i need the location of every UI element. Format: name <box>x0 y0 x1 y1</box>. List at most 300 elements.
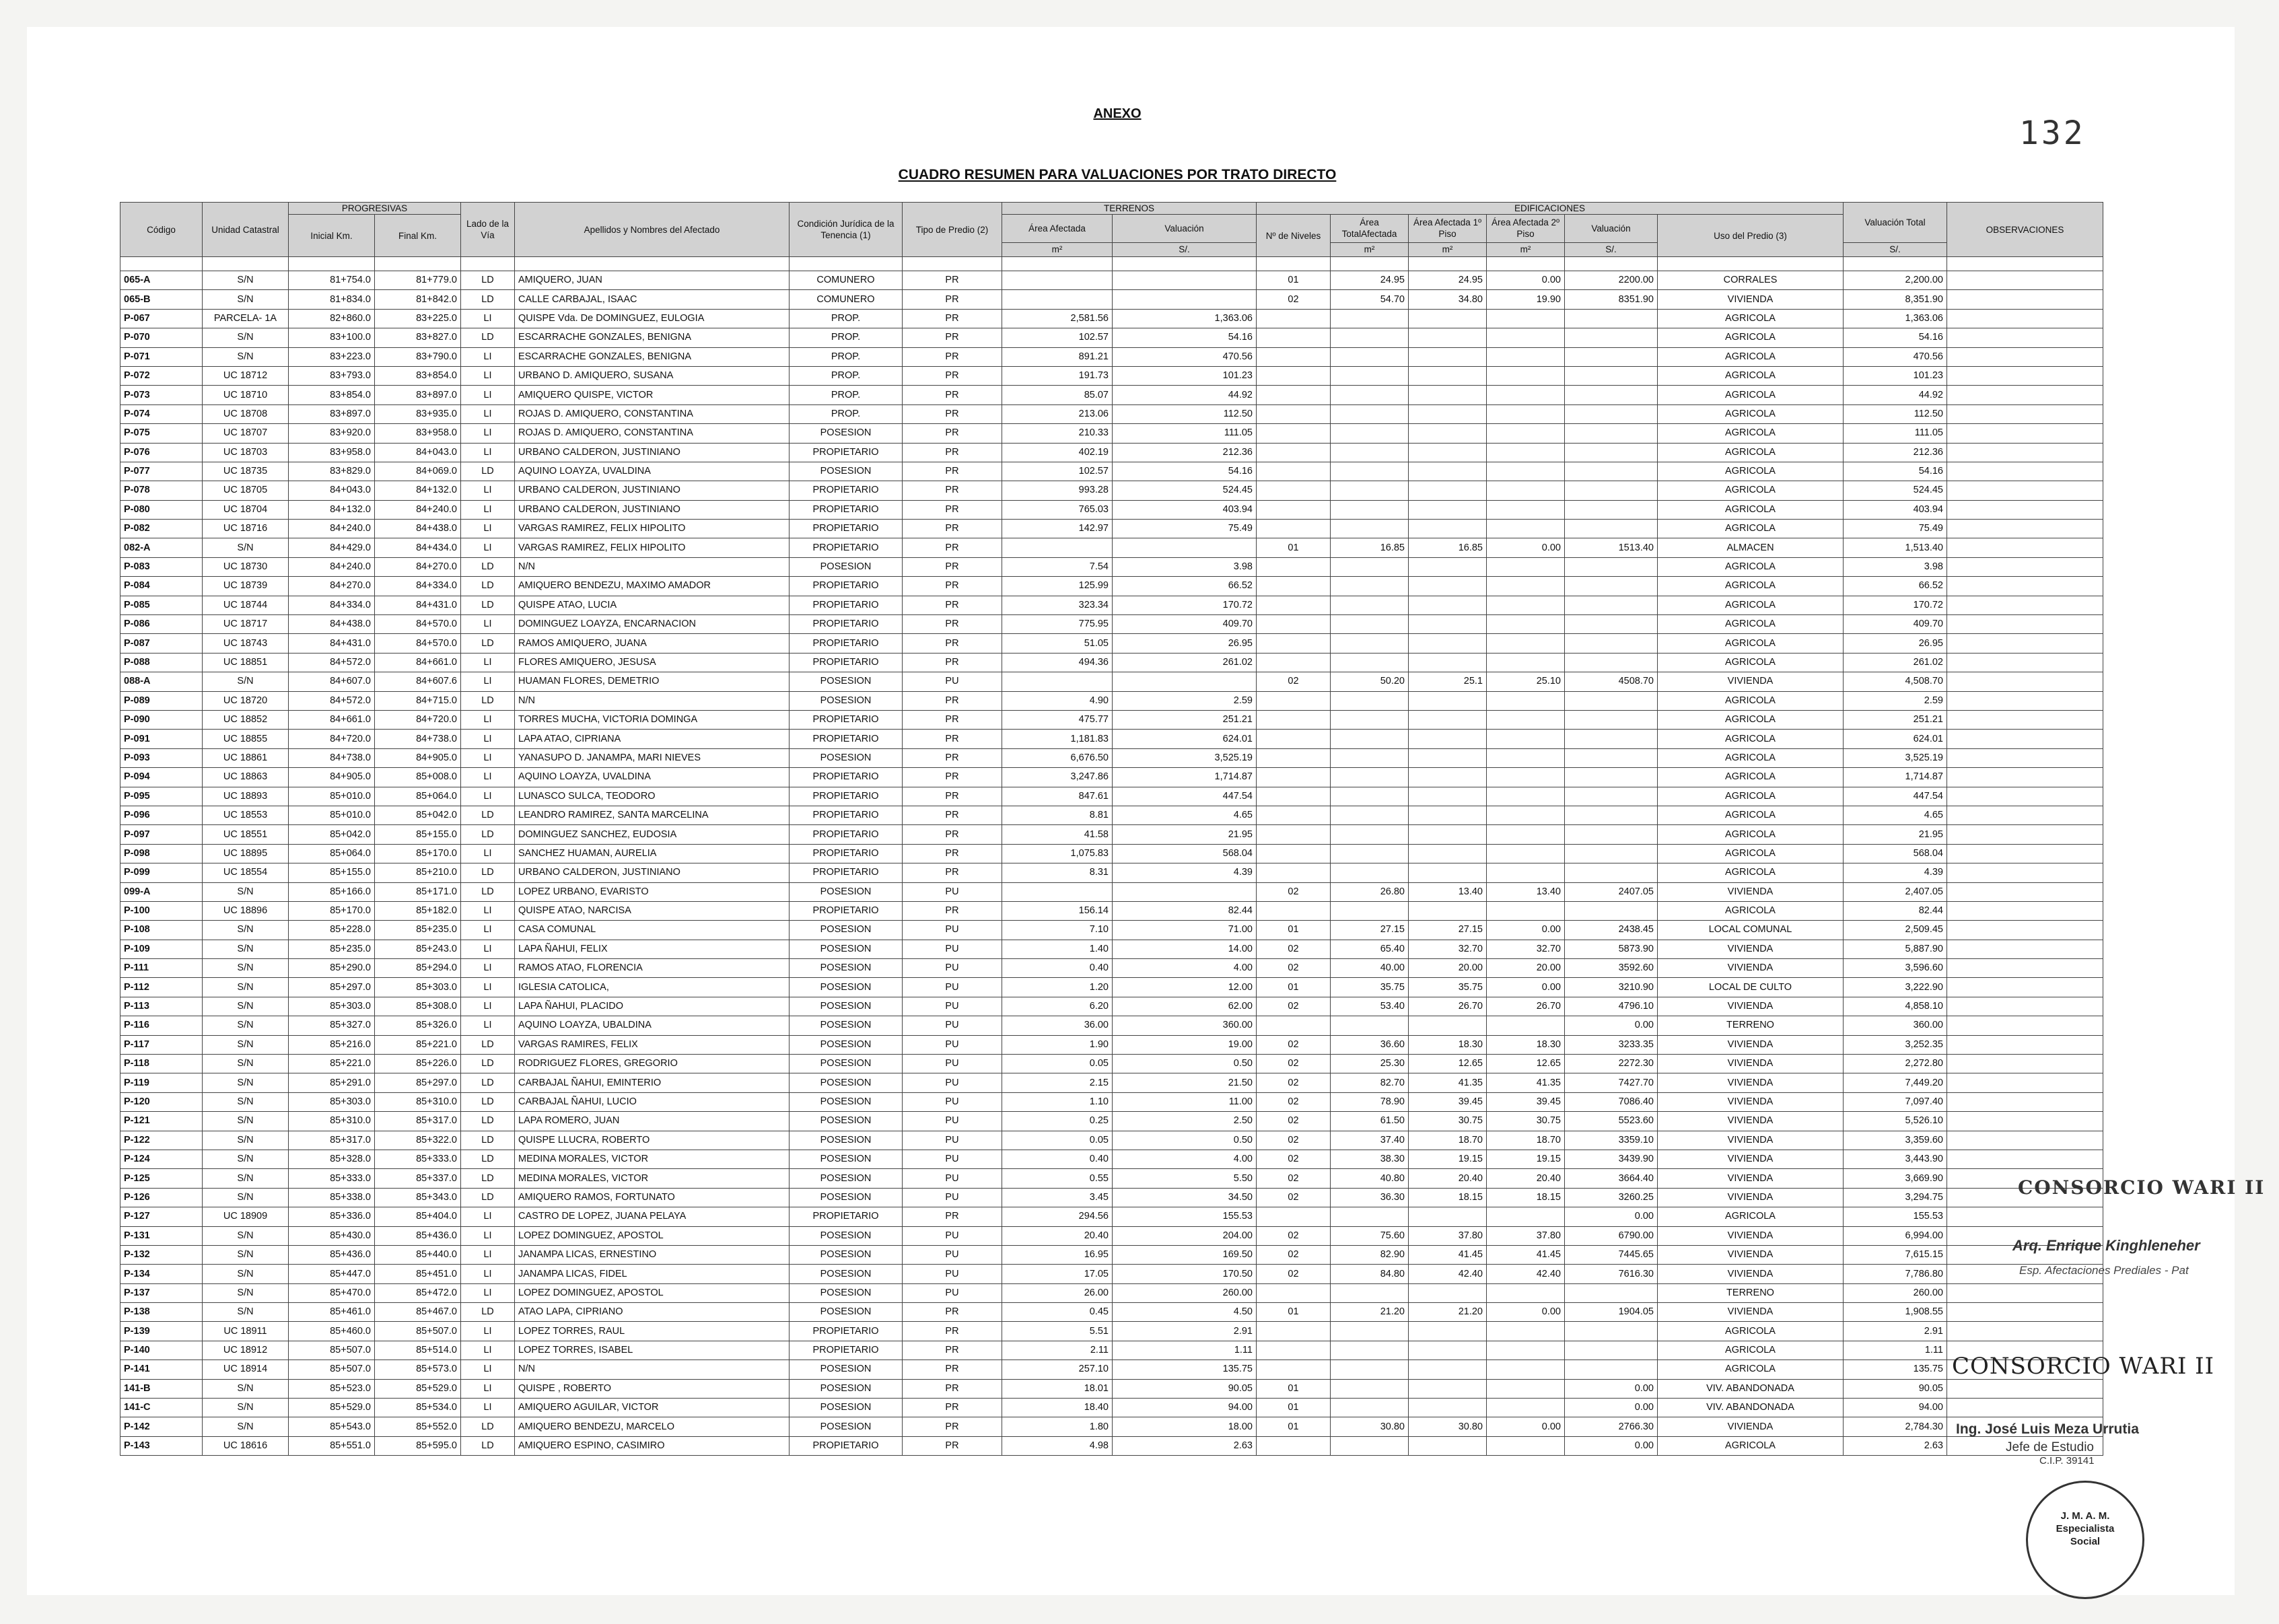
cell-uso: AGRICOLA <box>1658 557 1844 576</box>
cell-tipo: PR <box>903 443 1002 462</box>
cell-afectado: N/N <box>515 691 790 710</box>
cell-area-total <box>1331 557 1409 576</box>
cell-niveles <box>1257 462 1331 481</box>
cell-area-terreno: 1,075.83 <box>1002 844 1113 863</box>
cell-area-total: 50.20 <box>1331 672 1409 691</box>
table-row <box>120 768 2103 787</box>
cell-unidad: UC 18712 <box>203 366 289 385</box>
cell-afectado: AQUINO LOAYZA, UBALDINA <box>515 1016 790 1035</box>
cell-valuacion-total: 111.05 <box>1844 424 1947 443</box>
cell-area-1piso <box>1409 844 1487 863</box>
cell-observaciones <box>1947 653 2103 672</box>
cell-area-2piso: 18.70 <box>1487 1131 1565 1150</box>
cell-area-terreno: 6,676.50 <box>1002 748 1113 767</box>
cell-area-terreno: 18.01 <box>1002 1379 1113 1398</box>
cell-area-2piso <box>1487 404 1565 423</box>
cell-uso: AGRICOLA <box>1658 1436 1844 1455</box>
cell-codigo: P-126 <box>120 1188 203 1207</box>
cell-area-2piso <box>1487 1207 1565 1226</box>
cell-tipo: PR <box>903 1417 1002 1436</box>
cell-observaciones <box>1947 1322 2103 1341</box>
col-codigo: Código <box>120 203 203 257</box>
cell-uso: VIVIENDA <box>1658 1150 1844 1168</box>
cell-lado: LI <box>461 710 515 729</box>
cell-afectado: CARBAJAL ÑAHUI, LUCIO <box>515 1092 790 1111</box>
cell-valuacion-edif <box>1565 901 1658 920</box>
cell-tipo: PR <box>903 1436 1002 1455</box>
cell-inicial: 85+291.0 <box>289 1073 375 1092</box>
cell-observaciones <box>1947 1379 2103 1398</box>
cell-area-terreno: 6.20 <box>1002 997 1113 1016</box>
cell-condicion: POSESION <box>790 1399 903 1417</box>
cell-condicion: PROPIETARIO <box>790 710 903 729</box>
cell-area-2piso <box>1487 634 1565 653</box>
cell-valuacion-edif <box>1565 309 1658 328</box>
col-progresivas: PROGRESIVAS <box>289 203 461 215</box>
cell-observaciones <box>1947 615 2103 634</box>
cell-tipo: PR <box>903 1379 1002 1398</box>
cell-unidad: S/N <box>203 538 289 557</box>
cell-afectado: QUISPE Vda. De DOMINGUEZ, EULOGIA <box>515 309 790 328</box>
table-row <box>120 959 2103 978</box>
cell-codigo: P-142 <box>120 1417 203 1436</box>
cell-inicial: 85+042.0 <box>289 825 375 844</box>
cell-codigo: P-084 <box>120 577 203 596</box>
cell-tipo: PR <box>903 863 1002 882</box>
unit-soles: S/. <box>1113 242 1257 256</box>
cell-area-total <box>1331 806 1409 824</box>
table-row <box>120 863 2103 882</box>
cell-area-terreno: 213.06 <box>1002 404 1113 423</box>
cell-uso: AGRICOLA <box>1658 366 1844 385</box>
cell-afectado: CASA COMUNAL <box>515 921 790 940</box>
cell-tipo: PR <box>903 290 1002 309</box>
cell-valuacion-edif: 1513.40 <box>1565 538 1658 557</box>
cell-valuacion-terreno: 0.50 <box>1113 1055 1257 1073</box>
cell-lado: LI <box>461 443 515 462</box>
cell-area-1piso <box>1409 1322 1487 1341</box>
cell-niveles: 02 <box>1257 1055 1331 1073</box>
cell-area-terreno: 1.40 <box>1002 940 1113 958</box>
cell-valuacion-total: 7,449.20 <box>1844 1073 1947 1092</box>
cell-valuacion-terreno: 170.50 <box>1113 1265 1257 1283</box>
cell-uso: VIVIENDA <box>1658 1265 1844 1283</box>
cell-valuacion-edif: 1904.05 <box>1565 1303 1658 1322</box>
cell-inicial: 85+221.0 <box>289 1055 375 1073</box>
cell-valuacion-edif: 4508.70 <box>1565 672 1658 691</box>
document-title: CUADRO RESUMEN PARA VALUACIONES POR TRATO DIRECTO <box>898 167 1337 182</box>
cell-lado: LD <box>461 1188 515 1207</box>
cell-observaciones <box>1947 1303 2103 1322</box>
cell-niveles <box>1257 520 1331 538</box>
cell-final: 84+661.0 <box>375 653 461 672</box>
cell-lado: LI <box>461 347 515 366</box>
seal-text <box>2049 1510 2121 1548</box>
cell-tipo: PR <box>903 653 1002 672</box>
cell-afectado: QUISPE ATAO, LUCIA <box>515 596 790 614</box>
cell-final: 85+440.0 <box>375 1245 461 1264</box>
cell-valuacion-total: 2,784.30 <box>1844 1417 1947 1436</box>
cell-observaciones <box>1947 825 2103 844</box>
cell-afectado: LAPA ROMERO, JUAN <box>515 1112 790 1131</box>
cell-lado: LI <box>461 615 515 634</box>
cell-tipo: PU <box>903 1226 1002 1245</box>
cell-uso: AGRICOLA <box>1658 691 1844 710</box>
cell-observaciones <box>1947 520 2103 538</box>
cell-area-terreno: 1.80 <box>1002 1417 1113 1436</box>
cell-unidad: S/N <box>203 1150 289 1168</box>
cell-valuacion-total: 8,351.90 <box>1844 290 1947 309</box>
cell-area-1piso <box>1409 825 1487 844</box>
cell-area-2piso <box>1487 653 1565 672</box>
cell-codigo: P-077 <box>120 462 203 481</box>
cell-valuacion-total: 66.52 <box>1844 577 1947 596</box>
cell-condicion: POSESION <box>790 672 903 691</box>
cell-tipo: PU <box>903 1169 1002 1188</box>
cell-area-total <box>1331 1360 1409 1379</box>
cell-valuacion-total: 3,222.90 <box>1844 978 1947 997</box>
cell-tipo: PR <box>903 901 1002 920</box>
cell-condicion: PROPIETARIO <box>790 901 903 920</box>
col-valuacion-total: Valuación Total <box>1844 203 1947 243</box>
cell-uso: AGRICOLA <box>1658 825 1844 844</box>
cell-condicion: POSESION <box>790 997 903 1016</box>
cell-area-terreno: 0.25 <box>1002 1112 1113 1131</box>
cell-area-2piso: 41.45 <box>1487 1245 1565 1264</box>
cell-inicial: 85+216.0 <box>289 1035 375 1054</box>
cell-uso: TERRENO <box>1658 1283 1844 1302</box>
col-valuacion: Valuación <box>1113 215 1257 243</box>
cell-condicion: PROPIETARIO <box>790 825 903 844</box>
cell-unidad: S/N <box>203 997 289 1016</box>
cell-area-2piso <box>1487 596 1565 614</box>
cell-area-1piso <box>1409 863 1487 882</box>
cell-area-2piso <box>1487 577 1565 596</box>
cell-area-total <box>1331 710 1409 729</box>
cell-uso: LOCAL DE CULTO <box>1658 978 1844 997</box>
cell-valuacion-edif <box>1565 520 1658 538</box>
cell-inicial: 85+327.0 <box>289 1016 375 1035</box>
cell-inicial: 85+155.0 <box>289 863 375 882</box>
cell-tipo: PR <box>903 1399 1002 1417</box>
cell-lado: LI <box>461 1399 515 1417</box>
cell-codigo: P-078 <box>120 481 203 500</box>
cell-area-2piso: 37.80 <box>1487 1226 1565 1245</box>
cell-area-terreno <box>1002 672 1113 691</box>
cell-niveles: 02 <box>1257 1073 1331 1092</box>
cell-tipo: PU <box>903 882 1002 901</box>
col-apellidos: Apellidos y Nombres del Afectado <box>515 203 790 257</box>
cell-inicial: 83+897.0 <box>289 404 375 423</box>
cell-lado: LI <box>461 520 515 538</box>
cell-area-1piso <box>1409 366 1487 385</box>
cell-area-terreno: 156.14 <box>1002 901 1113 920</box>
cell-uso: VIVIENDA <box>1658 959 1844 978</box>
cell-unidad: UC 18896 <box>203 901 289 920</box>
cell-area-2piso: 20.00 <box>1487 959 1565 978</box>
cell-uso: AGRICOLA <box>1658 768 1844 787</box>
cell-area-terreno: 125.99 <box>1002 577 1113 596</box>
cell-area-total <box>1331 768 1409 787</box>
cell-condicion: PROPIETARIO <box>790 538 903 557</box>
cell-lado: LI <box>461 481 515 500</box>
cell-codigo: P-121 <box>120 1112 203 1131</box>
cell-valuacion-terreno: 1.11 <box>1113 1341 1257 1360</box>
cell-area-2piso <box>1487 844 1565 863</box>
cell-condicion: POSESION <box>790 1226 903 1245</box>
cell-lado: LI <box>461 1207 515 1226</box>
cell-area-1piso <box>1409 481 1487 500</box>
cell-afectado: CALLE CARBAJAL, ISAAC <box>515 290 790 309</box>
table-row <box>120 271 2103 290</box>
cell-area-total: 84.80 <box>1331 1265 1409 1283</box>
table-row <box>120 787 2103 806</box>
cell-valuacion-edif: 8351.90 <box>1565 290 1658 309</box>
cell-inicial: 85+064.0 <box>289 844 375 863</box>
cell-codigo: 065-B <box>120 290 203 309</box>
cell-observaciones <box>1947 443 2103 462</box>
cell-uso: VIV. ABANDONADA <box>1658 1379 1844 1398</box>
cell-lado: LD <box>461 1417 515 1436</box>
cell-inicial: 85+436.0 <box>289 1245 375 1264</box>
cell-unidad: UC 18743 <box>203 634 289 653</box>
cell-condicion: PROP. <box>790 328 903 347</box>
cell-area-terreno: 7.54 <box>1002 557 1113 576</box>
table-row <box>120 424 2103 443</box>
cell-area-1piso: 18.15 <box>1409 1188 1487 1207</box>
cell-inicial: 83+223.0 <box>289 347 375 366</box>
cell-valuacion-total: 568.04 <box>1844 844 1947 863</box>
cell-final: 85+333.0 <box>375 1150 461 1168</box>
cell-area-2piso: 30.75 <box>1487 1112 1565 1131</box>
cell-niveles: 01 <box>1257 921 1331 940</box>
table-row <box>120 1055 2103 1073</box>
cell-niveles <box>1257 825 1331 844</box>
cell-niveles <box>1257 309 1331 328</box>
cell-unidad: S/N <box>203 921 289 940</box>
cell-condicion: PROP. <box>790 366 903 385</box>
cell-valuacion-terreno: 212.36 <box>1113 443 1257 462</box>
cell-valuacion-terreno: 82.44 <box>1113 901 1257 920</box>
col-unidad: Unidad Catastral <box>203 203 289 257</box>
cell-area-1piso: 24.95 <box>1409 271 1487 290</box>
cell-area-1piso: 39.45 <box>1409 1092 1487 1111</box>
cell-final: 84+738.0 <box>375 730 461 748</box>
cell-area-2piso <box>1487 443 1565 462</box>
cell-afectado: LOPEZ DOMINGUEZ, APOSTOL <box>515 1226 790 1245</box>
cell-lado: LI <box>461 921 515 940</box>
cell-afectado: AQUINO LOAYZA, UVALDINA <box>515 462 790 481</box>
cell-area-terreno: 323.34 <box>1002 596 1113 614</box>
cell-codigo: P-090 <box>120 710 203 729</box>
cell-afectado: DOMINGUEZ SANCHEZ, EUDOSIA <box>515 825 790 844</box>
cell-valuacion-edif: 0.00 <box>1565 1207 1658 1226</box>
cell-lado: LD <box>461 863 515 882</box>
cell-valuacion-edif <box>1565 596 1658 614</box>
cell-inicial: 83+920.0 <box>289 424 375 443</box>
cell-valuacion-total: 2,272.80 <box>1844 1055 1947 1073</box>
cell-inicial: 84+572.0 <box>289 653 375 672</box>
cell-codigo: 141-B <box>120 1379 203 1398</box>
cell-inicial: 85+303.0 <box>289 997 375 1016</box>
table-row <box>120 1226 2103 1245</box>
cell-uso: VIVIENDA <box>1658 1112 1844 1131</box>
cell-codigo: P-086 <box>120 615 203 634</box>
cell-tipo: PR <box>903 825 1002 844</box>
cell-area-total: 40.80 <box>1331 1169 1409 1188</box>
cell-area-total <box>1331 520 1409 538</box>
cell-area-2piso: 0.00 <box>1487 1303 1565 1322</box>
cell-afectado: MEDINA MORALES, VICTOR <box>515 1169 790 1188</box>
unit-m2: m² <box>1487 242 1565 256</box>
cell-inicial: 83+854.0 <box>289 386 375 404</box>
cell-codigo: P-091 <box>120 730 203 748</box>
cell-inicial: 85+529.0 <box>289 1399 375 1417</box>
cell-lado: LI <box>461 730 515 748</box>
cell-valuacion-edif: 7445.65 <box>1565 1245 1658 1264</box>
valuation-table <box>120 202 2103 1456</box>
cell-area-1piso <box>1409 748 1487 767</box>
cell-area-1piso: 32.70 <box>1409 940 1487 958</box>
cell-lado: LI <box>461 653 515 672</box>
cell-niveles: 02 <box>1257 1150 1331 1168</box>
cell-valuacion-edif: 0.00 <box>1565 1016 1658 1035</box>
cell-afectado: TORRES MUCHA, VICTORIA DOMINGA <box>515 710 790 729</box>
cell-afectado: LOPEZ TORRES, ISABEL <box>515 1341 790 1360</box>
cell-codigo: P-071 <box>120 347 203 366</box>
cell-condicion: POSESION <box>790 557 903 576</box>
cell-condicion: POSESION <box>790 940 903 958</box>
cell-lado: LD <box>461 1055 515 1073</box>
cell-area-terreno <box>1002 290 1113 309</box>
cell-area-terreno: 8.31 <box>1002 863 1113 882</box>
cell-area-terreno: 1.90 <box>1002 1035 1113 1054</box>
cell-condicion: COMUNERO <box>790 271 903 290</box>
cell-uso: VIVIENDA <box>1658 1417 1844 1436</box>
cell-codigo: 065-A <box>120 271 203 290</box>
cell-valuacion-edif: 3439.90 <box>1565 1150 1658 1168</box>
cell-final: 84+069.0 <box>375 462 461 481</box>
cell-area-2piso <box>1487 1360 1565 1379</box>
cell-valuacion-total: 170.72 <box>1844 596 1947 614</box>
cell-uso: AGRICOLA <box>1658 462 1844 481</box>
cell-area-total <box>1331 844 1409 863</box>
cell-afectado: URBANO CALDERON, JUSTINIANO <box>515 863 790 882</box>
cell-unidad: S/N <box>203 1055 289 1073</box>
cell-area-terreno: 20.40 <box>1002 1226 1113 1245</box>
cell-area-1piso <box>1409 577 1487 596</box>
table-row <box>120 577 2103 596</box>
cell-area-2piso <box>1487 1341 1565 1360</box>
cell-codigo: 141-C <box>120 1399 203 1417</box>
cell-valuacion-terreno: 3.98 <box>1113 557 1257 576</box>
cell-valuacion-total: 5,887.90 <box>1844 940 1947 958</box>
cell-condicion: POSESION <box>790 1073 903 1092</box>
cell-niveles: 01 <box>1257 1379 1331 1398</box>
cell-valuacion-total: 1,714.87 <box>1844 768 1947 787</box>
cell-valuacion-total: 3,596.60 <box>1844 959 1947 978</box>
unit-m2: m² <box>1409 242 1487 256</box>
cell-area-1piso: 25.1 <box>1409 672 1487 691</box>
cell-area-terreno: 765.03 <box>1002 500 1113 519</box>
cell-final: 85+310.0 <box>375 1092 461 1111</box>
cell-condicion: PROPIETARIO <box>790 596 903 614</box>
cell-observaciones <box>1947 596 2103 614</box>
cell-area-1piso <box>1409 1379 1487 1398</box>
cell-unidad: S/N <box>203 940 289 958</box>
cell-area-total <box>1331 596 1409 614</box>
cell-final: 85+552.0 <box>375 1417 461 1436</box>
cell-area-1piso: 30.80 <box>1409 1417 1487 1436</box>
table-row <box>120 1016 2103 1035</box>
cell-area-2piso: 20.40 <box>1487 1169 1565 1188</box>
cell-codigo: P-087 <box>120 634 203 653</box>
cell-observaciones <box>1947 386 2103 404</box>
cell-area-1piso <box>1409 1341 1487 1360</box>
cell-codigo: P-076 <box>120 443 203 462</box>
cell-tipo: PU <box>903 921 1002 940</box>
cell-area-terreno: 5.51 <box>1002 1322 1113 1341</box>
cell-final: 85+221.0 <box>375 1035 461 1054</box>
cell-codigo: P-119 <box>120 1073 203 1092</box>
cell-area-terreno: 0.05 <box>1002 1055 1113 1073</box>
cell-area-total: 65.40 <box>1331 940 1409 958</box>
cell-valuacion-edif: 2407.05 <box>1565 882 1658 901</box>
cell-uso: VIVIENDA <box>1658 1035 1844 1054</box>
cell-lado: LD <box>461 1092 515 1111</box>
cell-niveles <box>1257 386 1331 404</box>
cell-unidad: UC 18551 <box>203 825 289 844</box>
cell-unidad: S/N <box>203 1226 289 1245</box>
cell-codigo: P-122 <box>120 1131 203 1150</box>
cell-final: 85+514.0 <box>375 1341 461 1360</box>
cell-valuacion-total: 7,097.40 <box>1844 1092 1947 1111</box>
cell-inicial: 85+297.0 <box>289 978 375 997</box>
cell-area-total: 21.20 <box>1331 1303 1409 1322</box>
cell-valuacion-edif <box>1565 615 1658 634</box>
table-row <box>120 462 2103 481</box>
circular-seal <box>2026 1481 2144 1599</box>
cell-uso: AGRICOLA <box>1658 787 1844 806</box>
cell-valuacion-edif <box>1565 386 1658 404</box>
cell-area-1piso <box>1409 596 1487 614</box>
cell-lado: LD <box>461 271 515 290</box>
cell-afectado: ESCARRACHE GONZALES, BENIGNA <box>515 347 790 366</box>
cell-uso: AGRICOLA <box>1658 309 1844 328</box>
cell-valuacion-total: 94.00 <box>1844 1399 1947 1417</box>
cell-valuacion-total: 2,407.05 <box>1844 882 1947 901</box>
cell-area-total <box>1331 1283 1409 1302</box>
cell-afectado: VARGAS RAMIREZ, FELIX HIPOLITO <box>515 520 790 538</box>
cell-inicial: 85+551.0 <box>289 1436 375 1455</box>
table-row <box>120 347 2103 366</box>
cell-tipo: PR <box>903 710 1002 729</box>
cell-area-2piso <box>1487 424 1565 443</box>
cell-afectado: RAMOS AMIQUERO, JUANA <box>515 634 790 653</box>
cell-uso: AGRICOLA <box>1658 748 1844 767</box>
cell-observaciones <box>1947 748 2103 767</box>
cell-lado: LI <box>461 787 515 806</box>
cell-area-2piso: 0.00 <box>1487 538 1565 557</box>
cell-uso: VIVIENDA <box>1658 882 1844 901</box>
cell-final: 85+297.0 <box>375 1073 461 1092</box>
cell-valuacion-total: 4,858.10 <box>1844 997 1947 1016</box>
table-row <box>120 328 2103 347</box>
cell-uso: AGRICOLA <box>1658 1322 1844 1341</box>
cell-valuacion-edif: 6790.00 <box>1565 1226 1658 1245</box>
cell-lado: LI <box>461 1341 515 1360</box>
cell-unidad: S/N <box>203 290 289 309</box>
